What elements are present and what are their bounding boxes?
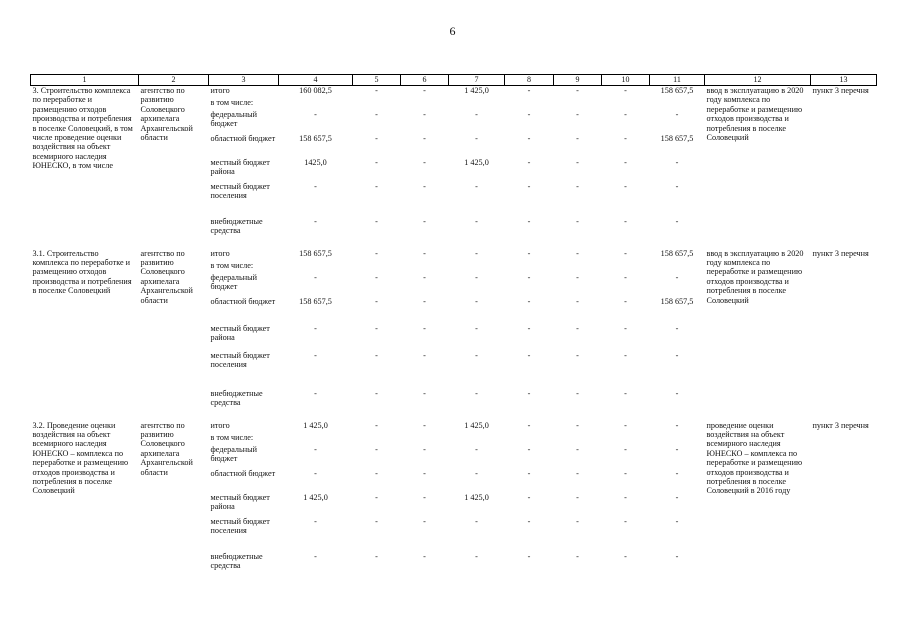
executor: агентство по развитию Соловецкого архипелага Архангельской области [140,86,193,143]
funding-source: в том числе: [210,432,254,442]
value-c5: - [375,350,378,360]
value-c7: - [475,388,478,398]
value-c10: - [624,350,627,360]
page-number: 6 [449,24,456,38]
value-c9: - [576,350,579,360]
value-c11: 158 657,5 [660,86,694,95]
funding-source: итого [210,86,230,95]
value-c6: - [423,248,426,258]
value-c7: 1 425,0 [464,420,489,430]
value-c6: - [423,444,426,454]
value-c7: 1 425,0 [464,86,489,95]
value-c6: - [423,86,426,95]
value-c4: - [314,216,317,226]
value-c7: - [475,248,478,258]
value-c6: - [423,420,426,430]
value-c5 [353,98,401,110]
value-c11: - [675,157,679,167]
column-header-4: 4 [279,75,353,86]
program-table [30,74,877,576]
value-c8: - [527,551,531,561]
gap-cell [31,413,877,421]
funding-source: областной бюджет [210,468,276,478]
value-c5: - [375,296,378,306]
value-c9 [554,433,602,445]
reference: пункт 3 перечня [812,248,869,258]
funding-source: местный бюджет района [210,157,270,176]
value-c8: - [527,420,531,430]
value-c7: - [475,272,478,282]
value-c5: - [375,323,378,333]
value-c9: - [576,492,579,502]
value-c10: - [624,133,627,143]
value-c8: - [527,468,531,478]
value-c6: - [423,551,426,561]
value-c5: - [375,86,378,95]
value-c7: - [475,181,478,191]
section-gap [31,241,877,249]
value-c5: - [375,444,378,454]
reference: пункт 3 перечня [812,420,869,430]
value-c7 [449,261,505,273]
value-c5: - [375,109,378,119]
value-c7: - [475,350,478,360]
value-c7 [449,433,505,445]
value-c9: - [576,216,579,226]
value-c11: - [675,109,679,119]
column-header-8: 8 [505,75,554,86]
value-c6: - [423,323,426,333]
value-c8 [505,98,554,110]
value-c8: - [527,444,531,454]
funding-source: в том числе: [210,260,254,270]
value-c10 [602,98,650,110]
value-c5 [353,433,401,445]
value-c4: - [314,181,317,191]
value-c9: - [576,296,579,306]
value-c9: - [576,551,579,561]
value-c9: - [576,420,579,430]
value-c10: - [624,181,627,191]
column-header-12: 12 [705,75,811,86]
value-c10: - [624,296,627,306]
value-c9: - [576,248,579,258]
column-header-1: 1 [31,75,139,86]
funding-source: итого [210,420,230,430]
value-c7: 1 425,0 [464,492,489,502]
funding-source: в том числе: [210,97,254,107]
value-c11 [650,98,705,110]
value-c5: - [375,272,378,282]
measure-name: 3.2. Проведение оценки воздействия на объект всемирного наследия ЮНЕСКО – комплекса по переработке и размещению отходов производства и потребления в поселке Соловецкий [32,420,129,496]
column-header-13: 13 [811,75,877,86]
value-c8 [505,433,554,445]
table-row [31,421,877,433]
expected-result: ввод в эксплуатацию в 2020 году комплекса по переработке и размещению отходов производства и потребления в поселке Соловецкий [706,86,804,143]
value-c4: - [314,272,317,282]
funding-source: федеральный бюджет [210,272,258,291]
value-c8: - [527,181,531,191]
value-c9 [554,261,602,273]
value-c7: 1 425,0 [464,157,489,167]
value-c5: - [375,468,378,478]
funding-source: местный бюджет района [210,492,270,511]
value-c9: - [576,272,579,282]
value-c8: - [527,516,531,526]
value-c10: - [624,272,627,282]
value-c9: - [576,323,579,333]
value-c4: - [314,350,317,360]
value-c11: - [675,444,679,454]
funding-source: местный бюджет поселения [210,181,270,200]
value-c4 [279,98,353,110]
value-c4: - [314,468,317,478]
funding-source: федеральный бюджет [210,444,258,463]
value-c7: - [475,468,478,478]
value-c5: - [375,516,378,526]
value-c11: - [675,468,679,478]
executor: агентство по развитию Соловецкого архипелага Архангельской области [140,248,193,305]
expected-result: проведение оценки воздействия на объект всемирного наследия ЮНЕСКО – комплекса по переработке и размещению отходов производства и потребления в поселке Соловецкий в 2016 году [706,420,803,496]
value-c11: - [675,516,679,526]
value-c6: - [423,181,426,191]
value-c4: - [314,516,317,526]
value-c9: - [576,86,579,95]
value-c8: - [527,133,531,143]
value-c11: - [675,492,679,502]
value-c8: - [527,492,531,502]
value-c5: - [375,551,378,561]
funding-source: областной бюджет [210,133,276,143]
table-row [31,86,877,98]
value-c9: - [576,181,579,191]
value-c4: 1425,0 [304,157,327,167]
value-c6: - [423,296,426,306]
value-c11: - [675,350,679,360]
value-c4: - [314,323,317,333]
value-c11: - [675,272,679,282]
value-c6: - [423,109,426,119]
value-c9 [554,98,602,110]
reference: пункт 3 перечня [812,86,869,95]
column-header-10: 10 [602,75,650,86]
funding-source: внебюджетные средства [210,551,263,570]
value-c9: - [576,109,579,119]
table-row [31,249,877,261]
funding-source: внебюджетные средства [210,216,263,235]
value-c5: - [375,157,378,167]
value-c10: - [624,468,627,478]
column-header-6: 6 [401,75,449,86]
value-c11: 158 657,5 [660,296,694,306]
value-c4 [279,261,353,273]
value-c6 [401,98,449,110]
value-c4: - [314,444,317,454]
value-c5 [353,261,401,273]
funding-source: местный бюджет района [210,323,270,342]
value-c8: - [527,86,531,95]
funding-source: местный бюджет поселения [210,350,270,369]
value-c8: - [527,157,531,167]
table-body [31,86,877,576]
value-c6: - [423,492,426,502]
value-c10: - [624,216,627,226]
value-c11: - [675,551,679,561]
value-c6: - [423,157,426,167]
value-c7: - [475,216,478,226]
value-c8: - [527,296,531,306]
value-c9: - [576,468,579,478]
value-c4: 158 657,5 [299,248,332,258]
value-c5: - [375,492,378,502]
value-c4: - [314,109,317,119]
value-c6: - [423,350,426,360]
value-c10 [602,433,650,445]
funding-source: внебюджетные средства [210,388,263,407]
value-c9: - [576,444,579,454]
value-c7 [449,98,505,110]
value-c5: - [375,388,378,398]
value-c7: - [475,133,478,143]
funding-source: федеральный бюджет [210,109,258,128]
value-c4: - [314,551,317,561]
column-header-9: 9 [554,75,602,86]
value-c4: - [314,388,317,398]
value-c4: 158 657,5 [299,133,332,143]
value-c8: - [527,350,531,360]
value-c7: - [475,516,478,526]
value-c10: - [624,516,627,526]
value-c7: - [475,109,478,119]
value-c5: - [375,216,378,226]
value-c7: - [475,444,478,454]
value-c10: - [624,444,627,454]
value-c4: 1 425,0 [303,420,328,430]
value-c10: - [624,551,627,561]
value-c10: - [624,86,627,95]
value-c6: - [423,272,426,282]
value-c10: - [624,109,627,119]
value-c6: - [423,216,426,226]
value-c9: - [576,133,579,143]
value-c6: - [423,468,426,478]
value-c11 [650,261,705,273]
value-c4 [279,433,353,445]
value-c8: - [527,109,531,119]
value-c10 [602,261,650,273]
value-c6: - [423,388,426,398]
value-c7: - [475,551,478,561]
value-c11: - [675,388,679,398]
value-c10: - [624,388,627,398]
value-c4: 160 082,5 [299,86,332,95]
section-gap [31,413,877,421]
measure-name: 3.1. Строительство комплекса по переработке и размещению отходов производства и потребления в поселке Соловецкий [32,248,132,296]
column-header-2: 2 [139,75,209,86]
value-c5: - [375,181,378,191]
value-c11: - [675,420,679,430]
value-c8: - [527,388,531,398]
value-c4: 158 657,5 [299,296,332,306]
value-c7: - [475,296,478,306]
value-c6 [401,433,449,445]
gap-cell [31,241,877,249]
value-c11: 158 657,5 [660,133,694,143]
value-c11: - [675,323,679,333]
value-c8 [505,261,554,273]
value-c9: - [576,388,579,398]
value-c8: - [527,323,531,333]
value-c7: - [475,323,478,333]
value-c4: 1 425,0 [303,492,328,502]
column-header-5: 5 [353,75,401,86]
value-c9: - [576,516,579,526]
funding-source: местный бюджет поселения [210,516,270,535]
value-c5: - [375,248,378,258]
column-header-11: 11 [650,75,705,86]
value-c10: - [624,492,627,502]
value-c11: - [675,181,679,191]
executor: агентство по развитию Соловецкого архипелага Архангельской области [140,420,193,477]
value-c10: - [624,248,627,258]
funding-source: итого [210,248,230,258]
value-c6: - [423,133,426,143]
value-c8: - [527,248,531,258]
value-c11: 158 657,5 [660,248,694,258]
header-row [31,75,877,86]
value-c10: - [624,157,627,167]
value-c10: - [624,420,627,430]
value-c9: - [576,157,579,167]
column-header-7: 7 [449,75,505,86]
expected-result: ввод в эксплуатацию в 2020 году комплекса по переработке и размещению отходов производства и потребления в поселке Соловецкий [706,248,804,305]
value-c6 [401,261,449,273]
value-c5: - [375,133,378,143]
value-c5: - [375,420,378,430]
measure-name: 3. Строительство комплекса по переработке и размещению отходов производства и потребления в поселке Соловецкий, в том числе проведение оценки воздействия на объект всемирного наследия ЮНЕСКО, в том числе [32,86,133,171]
value-c6: - [423,516,426,526]
column-header-3: 3 [209,75,279,86]
value-c11 [650,433,705,445]
value-c8: - [527,272,531,282]
value-c11: - [675,216,679,226]
funding-source: областной бюджет [210,296,276,306]
value-c10: - [624,323,627,333]
value-c8: - [527,216,531,226]
